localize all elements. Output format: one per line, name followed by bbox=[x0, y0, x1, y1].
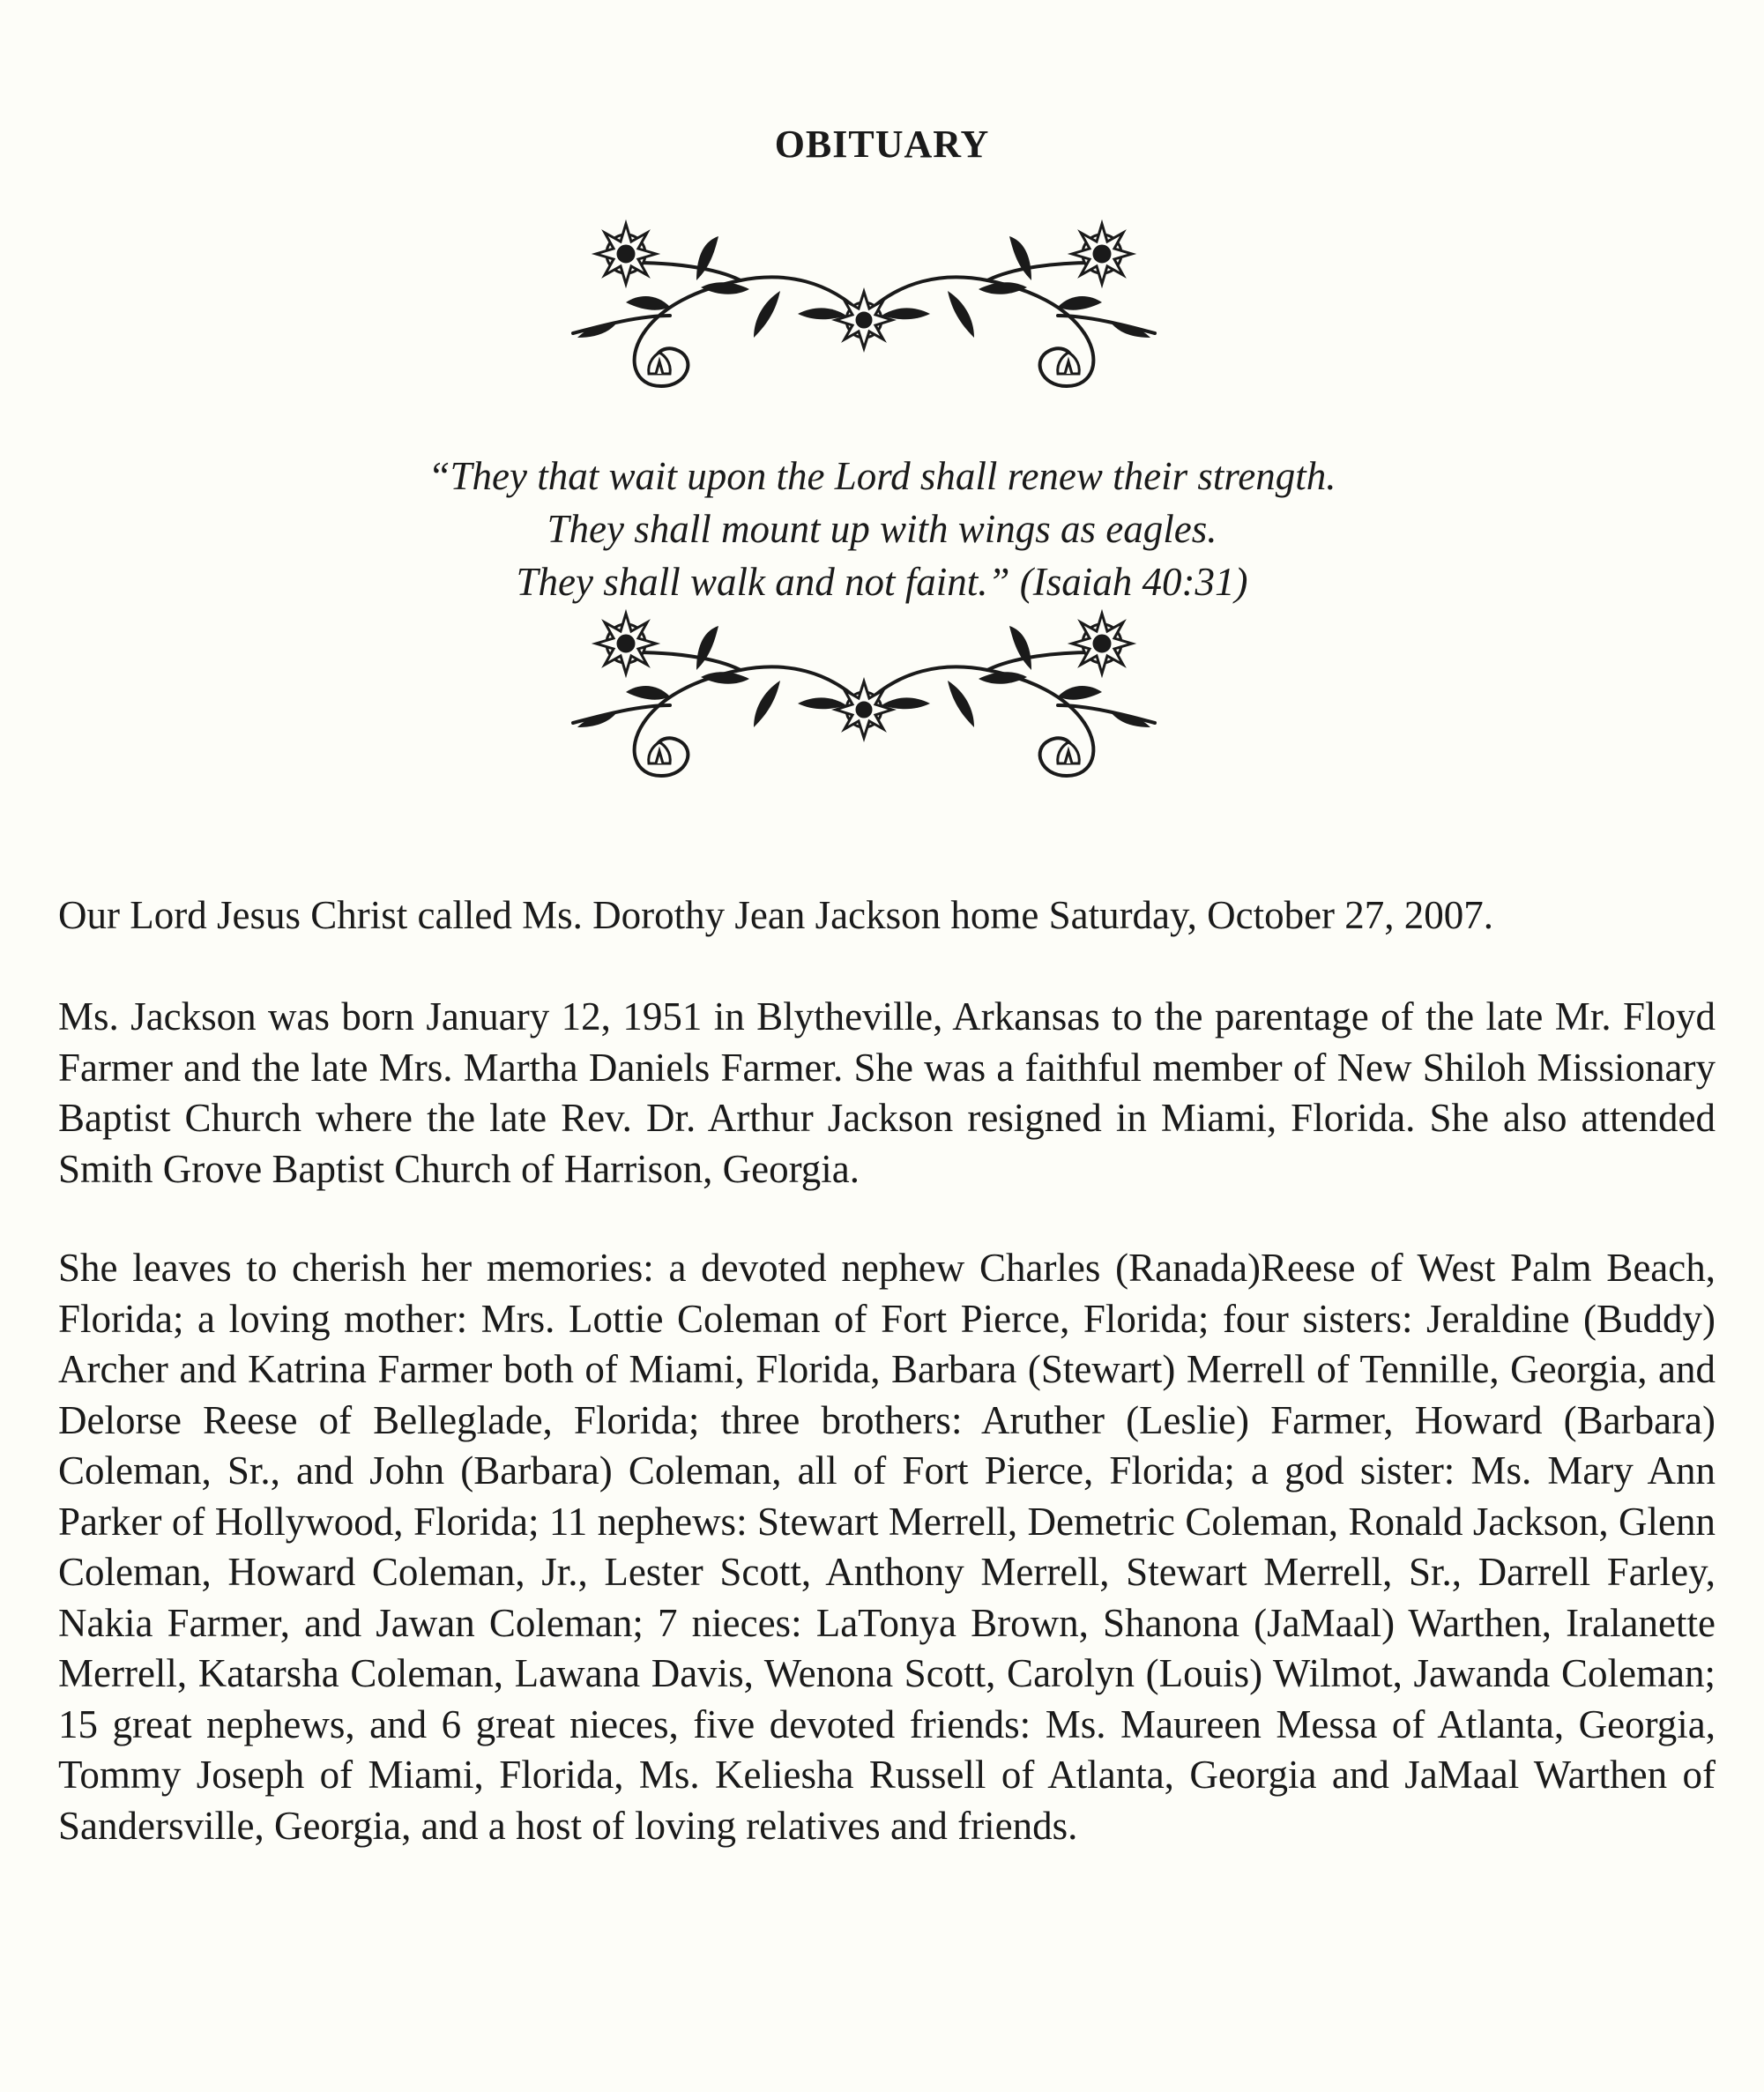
quote-line: They shall mount up with wings as eagles. bbox=[547, 507, 1217, 551]
biography-paragraph: Ms. Jackson was born January 12, 1951 in Blytheville, Arkansas to the parentage of the late Mr. Floyd Farmer and the late Mrs. Martha Daniels Farmer. She was a faithful member of New Shiloh Missionary Baptist Church where the late Rev. Dr. Arthur Jackson resigned in Miami, Florida. She also attended Smith Grove Baptist Church of Harrison, Georgia. bbox=[58, 994, 1716, 1191]
floral-vine-ornament-icon bbox=[564, 608, 1164, 793]
quote-line: They shall walk and not faint.” (Isaiah 40:31) bbox=[516, 560, 1248, 604]
floral-vine-ornament-icon bbox=[564, 219, 1164, 404]
page-title: OBITUARY bbox=[774, 123, 990, 166]
scripture-quote bbox=[0, 450, 1764, 608]
announcement-paragraph: Our Lord Jesus Christ called Ms. Dorothy Jean Jackson home Saturday, October 27, 2007. bbox=[58, 893, 1494, 937]
quote-line: “They that wait upon the Lord shall renew their strength. bbox=[428, 454, 1336, 498]
survivors-paragraph: She leaves to cherish her memories: a devoted nephew Charles (Ranada)Reese of West Palm Beach, Florida; a loving mother: Mrs. Lottie Coleman of Fort Pierce, Florida; four sisters: Jeraldine (Buddy) Archer and Katrina Farmer both of Miami, Florida, Barbara (Stewart) Merrell of Tennille, Georgia, and Delorse Reese of Belleglade, Florida; three brothers: Aruther (Leslie) Farmer, Howard (Barbara) Coleman, Sr., and John (Barbara) Coleman, all of Fort Pierce, Florida; a god sister: Ms. Mary Ann Parker of Hollywood, Florida; 11 nephews: Stewart Merrell, Demetric Coleman, Ronald Jackson, Glenn Coleman, Howard Coleman, Jr., Lester Scott, Anthony Merrell, Stewart Merrell, Sr., Darrell Farley, Nakia Farmer, and Jawan Coleman; 7 nieces: LaTonya Brown, Shanona (JaMaal) Warthen, Iralanette Merrell, Katarsha Coleman, Lawana Davis, Wenona Scott, Carolyn (Louis) Wilmot, Jawanda Coleman; 15 great nephews, and 6 great nieces, five devoted friends: Ms. Maureen Messa of Atlanta, Georgia, Tommy Joseph of Miami, Florida, Ms. Keliesha Russell of Atlanta, Georgia and JaMaal Warthen of Sandersville, Georgia, and a host of loving relatives and friends. bbox=[58, 1246, 1716, 1848]
